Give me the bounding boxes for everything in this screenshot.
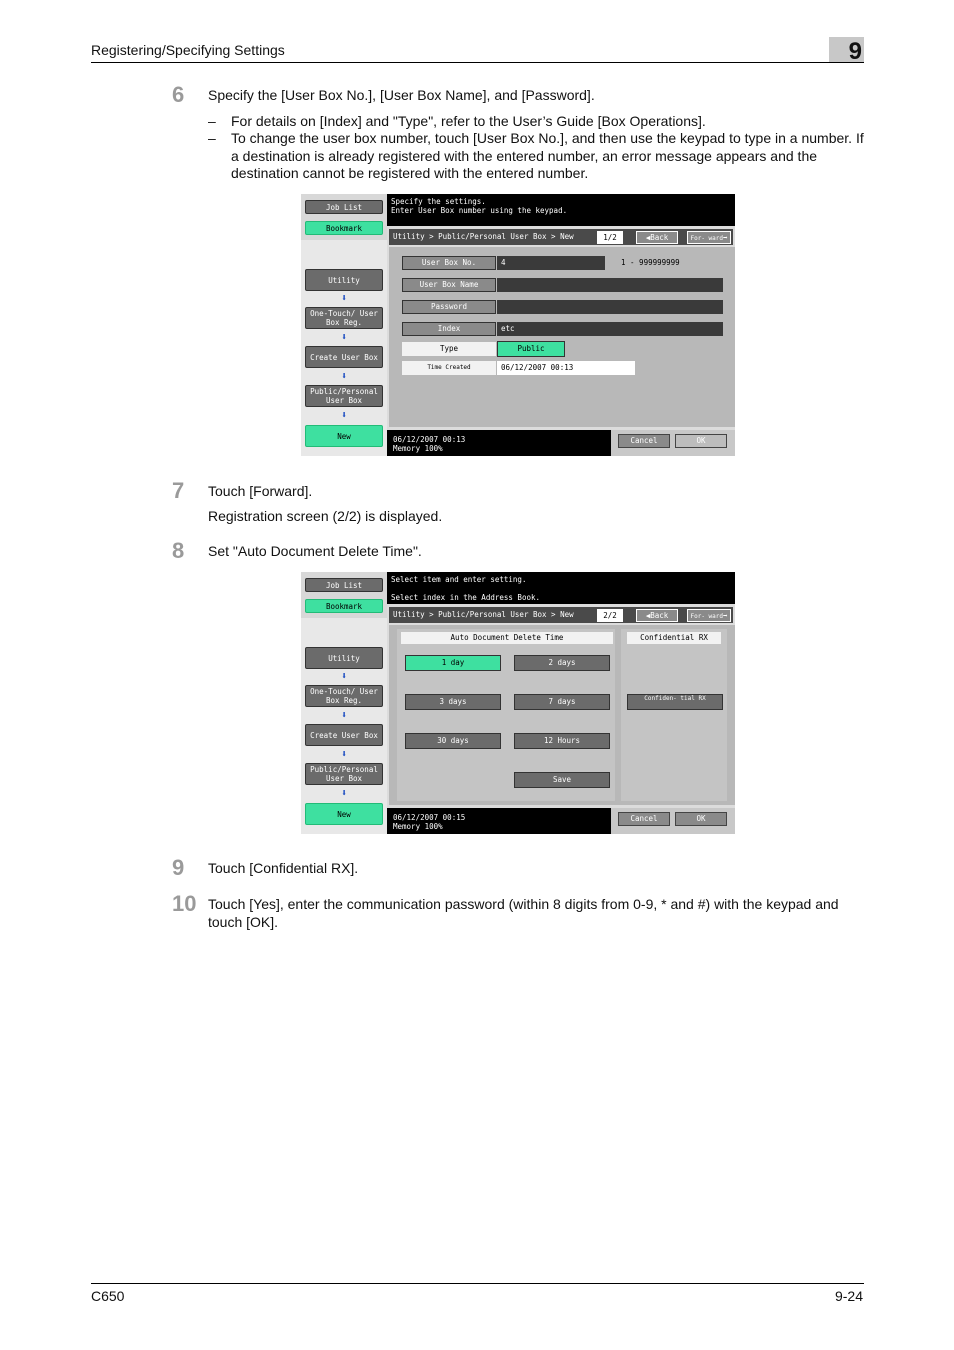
step-number: 7 [172,478,185,503]
message-bar: Specify the settings. Enter User Box number using the keypad. [387,194,735,226]
one-touch-button[interactable]: One-Touch/ User Box Reg. [305,307,383,329]
password-value [497,300,723,314]
screenshot-registration-1 [301,194,735,456]
sidebar [301,572,387,834]
step-number: 9 [172,855,185,880]
time-created-value: 06/12/2007 00:13 [497,361,635,375]
status-bar: 06/12/2007 00:15 Memory 100% [387,808,611,834]
step-number: 8 [172,538,185,563]
time-created-label: Time Created [402,361,496,375]
breadcrumb: Utility > Public/Personal User Box > New [389,229,733,245]
arrow-down-icon: ⬇ [340,671,348,682]
step-number: 6 [172,82,185,107]
arrow-down-icon: ⬇ [340,788,348,799]
sidebar [301,194,387,456]
message-bar: Select item and enter setting. Select index in the Address Book. [387,572,735,604]
option-12-hours[interactable]: 12 Hours [514,733,610,749]
forward-button[interactable]: For- ward➡ [687,609,731,622]
back-button[interactable]: ◀Back [636,231,678,244]
step-number: 10 [172,891,197,916]
user-box-no-button[interactable]: User Box No. [402,256,496,270]
screenshot-registration-2 [301,572,735,834]
confidential-rx-button[interactable]: Confiden- tial RX [627,694,723,710]
cancel-button[interactable]: Cancel [618,434,670,448]
new-button[interactable]: New [305,425,383,447]
confidential-header: Confidential RX [627,632,721,644]
ok-button[interactable]: OK [675,812,727,826]
breadcrumb: Utility > Public/Personal User Box > New [389,607,733,623]
arrow-down-icon: ⬇ [340,371,348,382]
new-button[interactable]: New [305,803,383,825]
arrow-down-icon: ⬇ [340,410,348,421]
type-public-button[interactable]: Public [497,341,565,357]
step-text: Specify the [User Box No.], [User Box Name], and [Password]. [208,87,595,103]
footer-model: C650 [91,1288,125,1304]
step-text: Touch [Forward]. [208,483,313,499]
footer-rule [91,1283,864,1284]
back-button[interactable]: ◀Back [636,609,678,622]
job-list-button[interactable]: Job List [305,578,383,592]
index-button[interactable]: Index [402,322,496,336]
option-30-days[interactable]: 30 days [405,733,501,749]
running-header: Registering/Specifying Settings [91,42,285,58]
arrow-down-icon: ⬇ [340,710,348,721]
forward-button[interactable]: For- ward➡ [687,231,731,244]
user-box-no-value: 4 [497,256,605,270]
footer-page-number: 9-24 [834,1288,863,1304]
bullet-text: For details on [Index] and "Type", refer to the User’s Guide [Box Operations]. [231,113,706,129]
range-text: 1 - 999999999 [621,258,680,267]
bookmark-button[interactable]: Bookmark [305,599,383,613]
option-3-days[interactable]: 3 days [405,694,501,710]
password-button[interactable]: Password [402,300,496,314]
public-personal-button[interactable]: Public/Personal User Box [305,385,383,407]
option-1-day[interactable]: 1 day [405,655,501,671]
page-indicator: 2/2 [597,609,623,622]
arrow-down-icon: ⬇ [340,749,348,760]
index-value: etc [497,322,723,336]
public-personal-button[interactable]: Public/Personal User Box [305,763,383,785]
step-text: Set "Auto Document Delete Time". [208,543,422,559]
type-label: Type [402,342,496,356]
cancel-button[interactable]: Cancel [618,812,670,826]
bullet-dash: – [208,130,216,146]
utility-button[interactable]: Utility [305,647,383,669]
bullet-text: To change the user box number, touch [User Box No.], and then use the keypad to type in a number. If a destination is already registered with the entered number, an error message appears and the destination cannot be registered with the entered number. [231,130,864,181]
user-box-name-value [497,278,723,292]
header-rule [91,62,864,63]
step-text: Touch [Confidential RX]. [208,860,359,876]
create-user-box-button[interactable]: Create User Box [305,724,383,746]
job-list-button[interactable]: Job List [305,200,383,214]
bookmark-button[interactable]: Bookmark [305,221,383,235]
step-subtext: Registration screen (2/2) is displayed. [208,508,443,524]
chapter-number: 9 [848,38,862,65]
create-user-box-button[interactable]: Create User Box [305,346,383,368]
arrow-down-icon: ⬇ [340,293,348,304]
status-bar: 06/12/2007 00:13 Memory 100% [387,430,611,456]
option-7-days[interactable]: 7 days [514,694,610,710]
arrow-down-icon: ⬇ [340,332,348,343]
page-indicator: 1/2 [597,231,623,244]
option-2-days[interactable]: 2 days [514,655,610,671]
one-touch-button[interactable]: One-Touch/ User Box Reg. [305,685,383,707]
step-text: Touch [Yes], enter the communication password (within 8 digits from 0-9, * and #) with the keypad and touch [OK]. [208,896,839,930]
form-area [389,247,735,427]
save-button[interactable]: Save [514,772,610,788]
auto-delete-header: Auto Document Delete Time [401,632,613,644]
utility-button[interactable]: Utility [305,269,383,291]
user-box-name-button[interactable]: User Box Name [402,278,496,292]
bullet-dash: – [208,113,216,129]
ok-button[interactable]: OK [675,434,727,448]
